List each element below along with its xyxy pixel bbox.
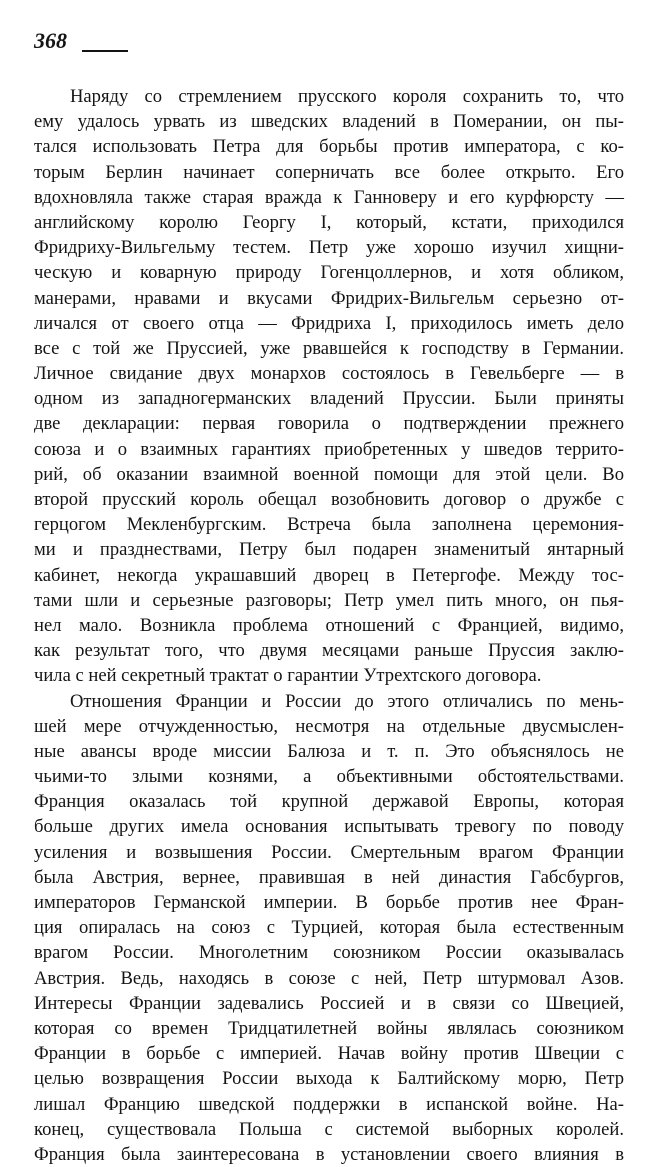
body-text	[34, 84, 624, 1167]
text-line: врагом России. Многолетним союзником России оказывалась	[34, 942, 624, 964]
text-line: манерами, нравами и вкусами Фридрих-Вильгельм серьезно от-	[34, 287, 624, 309]
text-line: Интересы Франции задевались Россией и в связи со Швецией,	[34, 992, 624, 1014]
text-line: целью возвращения России выхода к Балтийскому морю, Петр	[34, 1068, 624, 1090]
text-line: нел мало. Возникла проблема отношений с Францией, видимо,	[34, 614, 624, 636]
text-line: второй прусский король обещал возобновить договор о дружбе с	[34, 489, 624, 510]
text-line: тался использовать Петра для борьбы против императора, с ко-	[34, 136, 624, 158]
text-line: лишал Францию шведской поддержки в испанской войне. На-	[34, 1093, 624, 1115]
text-line: все с той же Пруссией, уже рвавшейся к господству в Германии.	[34, 337, 624, 359]
text-line: тами шли и серьезные разговоры; Петр умел пить много, он пья-	[34, 589, 624, 611]
text-line: Личное свидание двух монархов состоялось в Гевельберге — в	[34, 363, 624, 385]
text-line: конец, существовала Польша с системой выборных королей.	[34, 1118, 624, 1140]
text-line: Отношения Франции и России до этого отличались по мень-	[70, 690, 624, 712]
text-line: Франция оказалась той крупной державой Европы, которая	[34, 791, 624, 813]
text-line: одном из западногерманских владений Пруссии. Были приняты	[34, 388, 624, 410]
text-line: ми и празднествами, Петру был подарен знаменитый янтарный	[34, 539, 624, 561]
text-line: которая со времен Тридцатилетней войны являлась союзником	[34, 1017, 624, 1039]
text-line: была Австрия, вернее, правившая в ней династия Габсбургов,	[34, 866, 624, 888]
text-line: Наряду со стремлением прусского короля сохранить то, что	[70, 86, 624, 107]
text-line: ческую и коварную природу Гогенцоллернов, и хотя обликом,	[34, 262, 624, 284]
text-line: вдохновляла также старая вражда к Ганноверу и его курфюрсту —	[34, 186, 624, 208]
text-line: две декларации: первая говорила о подтверждении прежнего	[34, 413, 624, 435]
header-rule	[82, 50, 128, 52]
text-line: Фридриху-Вильгельму тестем. Петр уже хорошо изучил хищни-	[34, 237, 624, 259]
text-line: герцогом Мекленбургским. Встреча была заполнена церемония-	[34, 514, 624, 536]
text-line: Франция была заинтересована в установлении своего влияния в	[34, 1143, 624, 1165]
text-line: английскому королю Георгу I, который, кстати, приходился	[34, 211, 624, 233]
text-line: ему удалось урвать из шведских владений в Померании, он пы-	[34, 111, 624, 133]
page-number: 368	[34, 28, 67, 53]
text-line: больше других имела основания испытывать тревогу по поводу	[34, 816, 624, 838]
text-line: ция опиралась на союз с Турцией, которая была естественным	[34, 917, 624, 939]
text-line: императоров Германской империи. В борьбе против нее Фран-	[34, 892, 624, 913]
text-line: усиления и возвышения России. Смертельным врагом Франции	[34, 841, 624, 863]
text-line: Австрия. Ведь, находясь в союзе с ней, Петр штурмовал Азов.	[34, 967, 624, 989]
text-line: как результат того, что двумя месяцами раньше Пруссия заклю-	[34, 640, 624, 662]
text-line: ные авансы вроде миссии Балюза и т. п. Это объяснялось не	[34, 740, 624, 762]
text-line: чила с ней секретный трактат о гарантии Утрехтского договора.	[34, 665, 542, 687]
text-line: союза и о взаимных гарантиях приобретенных у шведов террито-	[34, 438, 624, 460]
text-line: Франции в борьбе с империей. Начав войну против Швеции с	[34, 1043, 624, 1065]
text-line: шей мере отчужденностью, несмотря на отдельные двусмыслен-	[34, 715, 624, 737]
text-line: торым Берлин начинает соперничать все более открыто. Его	[34, 161, 624, 183]
text-line: чьими-то злыми кознями, а объективными обстоятельствами.	[34, 766, 624, 788]
text-line: кабинет, некогда украшавший дворец в Петергофе. Между тос-	[34, 564, 624, 586]
text-line: личался от своего отца — Фридриха I, приходилось иметь дело	[34, 312, 624, 334]
text-line: рий, об оказании взаимной военной помощи для этой цели. Во	[34, 463, 624, 485]
